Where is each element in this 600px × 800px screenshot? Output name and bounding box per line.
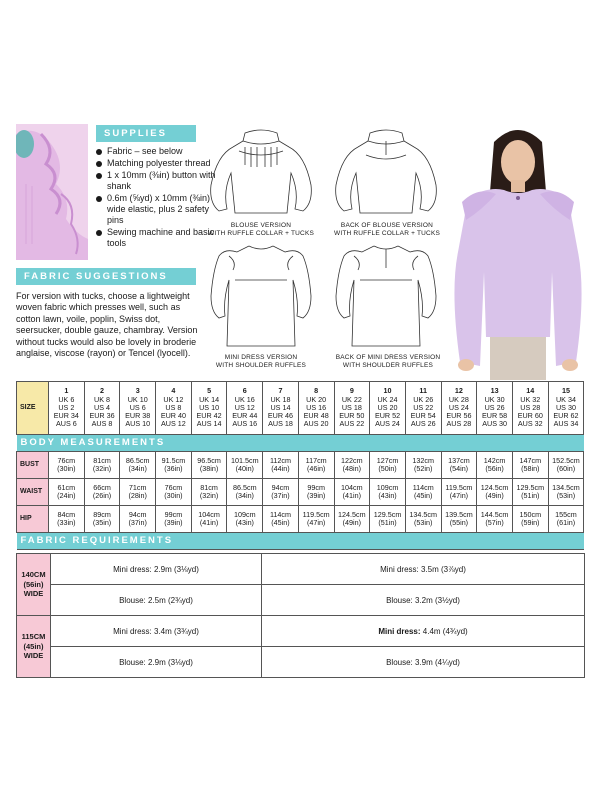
size-uk: UK 28 — [448, 394, 469, 404]
fabric-req-garment: Blouse: — [386, 595, 413, 605]
size-uk: UK 8 — [94, 394, 111, 404]
fabric-requirements-heading: FABRIC REQUIREMENTS — [17, 533, 584, 550]
measurement-in: (51in) — [378, 518, 397, 527]
caption-line: BLOUSE VERSION — [230, 222, 292, 229]
measurement-cm: 117cm — [305, 455, 327, 465]
supplies-heading: SUPPLIES — [96, 125, 196, 142]
measurement-row — [17, 452, 584, 479]
measurement-cell — [405, 506, 441, 533]
size-chart-table — [16, 381, 584, 550]
fabric-width-line: (56in) — [23, 579, 44, 589]
size-aus: AUS 30 — [482, 419, 507, 429]
size-cell — [84, 382, 120, 435]
size-cell — [334, 382, 370, 435]
measurement-in: (45in) — [271, 518, 290, 527]
measurement-cell — [227, 506, 263, 533]
size-eur: EUR 38 — [125, 411, 151, 421]
measurement-row — [17, 506, 584, 533]
measurement-cell — [477, 479, 513, 506]
measurement-cm: 129.5cm — [516, 482, 545, 492]
caption-line: BACK OF MINI DRESS VERSION — [335, 354, 441, 361]
fabric-req-row — [17, 585, 585, 616]
size-us: US 26 — [484, 402, 505, 412]
fabric-req-amount: 2.9m (3⅛yd) — [154, 564, 199, 574]
size-cell — [227, 382, 263, 435]
fabric-width-line: WIDE — [23, 651, 44, 661]
caption-line: WITH SHOULDER RUFFLES — [342, 362, 434, 369]
size-n: 9 — [349, 386, 354, 396]
fabric-req-garment: Blouse: — [386, 657, 413, 667]
supplies-item: 1 x 10mm (⅜in) button with shank — [96, 170, 228, 192]
fabric-req-garment: Mini dress: — [113, 564, 152, 574]
fabric-req-cell — [262, 585, 585, 616]
size-eur: EUR 52 — [374, 411, 401, 421]
size-cell — [156, 382, 192, 435]
dress-back-sketch — [330, 240, 442, 354]
fabric-width-label — [17, 554, 51, 616]
measurement-in: (34in) — [235, 491, 254, 500]
size-n: 12 — [454, 386, 463, 396]
size-us: US 14 — [270, 402, 291, 412]
measurement-in: (35in) — [92, 518, 112, 527]
measurement-cm: 119.5cm — [445, 482, 473, 492]
size-cell — [477, 382, 513, 435]
measurement-cell — [84, 506, 120, 533]
size-n: 4 — [171, 386, 176, 396]
size-us: US 4 — [94, 402, 111, 412]
fabric-req-amount: 4.4m (4¾yd) — [422, 626, 468, 636]
measurement-in: (43in) — [378, 491, 397, 500]
measurement-cell — [120, 479, 156, 506]
size-us: US 16 — [306, 402, 327, 412]
size-n: 15 — [561, 386, 570, 396]
fabric-req-row — [17, 616, 585, 647]
fabric-suggestions-heading: FABRIC SUGGESTIONS — [16, 268, 196, 285]
measurement-in: (57in) — [485, 518, 504, 527]
measurement-in: (28in) — [128, 491, 147, 500]
measurement-in: (26in) — [92, 491, 112, 500]
measurement-cell — [548, 452, 584, 479]
size-n: 3 — [135, 386, 140, 396]
size-aus: AUS 14 — [196, 419, 222, 429]
measurement-cell — [405, 479, 441, 506]
measurement-in: (44in) — [271, 464, 290, 473]
fabric-req-amount: 2.9m (3⅛yd) — [148, 657, 193, 667]
measurement-in: (52in) — [414, 464, 433, 473]
measurement-cell — [477, 506, 513, 533]
size-us: US 30 — [555, 402, 576, 412]
size-n: 1 — [64, 386, 69, 396]
measurement-cm: 104cm — [198, 509, 220, 519]
measurement-cell — [156, 479, 192, 506]
fabric-req-cell — [262, 554, 585, 585]
fabric-req-amount: 3.9m (4¼yd) — [415, 657, 460, 667]
fabric-req-garment: Blouse: — [119, 595, 146, 605]
measurement-cell — [370, 479, 406, 506]
measurement-in: (39in) — [164, 518, 183, 527]
measurement-cell — [334, 452, 370, 479]
measurement-cell — [49, 452, 85, 479]
size-n: 11 — [419, 386, 428, 396]
measurement-cm: 99cm — [307, 482, 325, 492]
measurement-cell — [84, 452, 120, 479]
measurement-in: (33in) — [57, 518, 76, 527]
measurement-cell — [512, 452, 548, 479]
size-cell — [191, 382, 227, 435]
size-eur: EUR 48 — [303, 411, 329, 421]
measurement-in: (38in) — [199, 464, 219, 473]
measurement-cell — [298, 506, 334, 533]
measurement-label: HIP — [17, 506, 49, 533]
fabric-req-amount: 3.4m (3¾yd) — [154, 626, 199, 636]
fabric-req-row — [17, 554, 585, 585]
measurement-cell — [263, 452, 299, 479]
size-us: US 28 — [520, 402, 541, 412]
fabric-width-line: 140CM — [21, 570, 46, 580]
measurement-row — [17, 479, 584, 506]
measurement-cm: 109cm — [376, 482, 399, 492]
measurement-cell — [298, 452, 334, 479]
measurement-cm: 134.5cm — [552, 482, 580, 492]
measurement-cm: 119.5cm — [302, 509, 330, 519]
measurement-cm: 112cm — [269, 455, 291, 465]
size-aus: AUS 28 — [446, 419, 472, 429]
measurement-cell — [370, 452, 406, 479]
size-uk: UK 10 — [127, 394, 148, 404]
dress-back-caption — [322, 354, 454, 370]
measurement-in: (55in) — [449, 518, 469, 527]
measurement-in: (43in) — [235, 518, 254, 527]
measurement-cm: 94cm — [128, 509, 147, 519]
size-cell — [405, 382, 441, 435]
size-cell — [263, 382, 299, 435]
caption-line: MINI DRESS VERSION — [224, 354, 298, 361]
model-photo — [448, 122, 588, 380]
measurement-cell — [227, 479, 263, 506]
measurement-cell — [334, 479, 370, 506]
measurement-cell — [512, 479, 548, 506]
fabric-req-cell — [51, 554, 262, 585]
measurement-cm: 89cm — [93, 509, 111, 519]
size-uk: UK 16 — [234, 394, 255, 404]
measurement-cell — [512, 506, 548, 533]
size-eur: EUR 60 — [517, 411, 543, 421]
measurement-cm: 109cm — [233, 509, 256, 519]
fabric-req-amount: 3.2m (3½yd) — [415, 595, 460, 605]
measurement-in: (40in) — [235, 464, 254, 473]
measurement-cm: 101.5cm — [230, 455, 259, 465]
measurement-cm: 61cm — [57, 482, 76, 492]
size-eur: EUR 50 — [339, 411, 365, 421]
measurement-cm: 86.5cm — [232, 482, 257, 492]
measurement-in: (36in) — [164, 464, 183, 473]
measurement-cm: 91.5cm — [161, 455, 186, 465]
measurement-cm: 76cm — [164, 482, 183, 492]
measurement-cm: 104cm — [341, 482, 363, 492]
measurement-cm: 132cm — [412, 455, 434, 465]
size-eur: EUR 36 — [89, 411, 115, 421]
size-aus: AUS 8 — [91, 419, 113, 429]
measurement-in: (59in) — [521, 518, 540, 527]
size-aus: AUS 6 — [55, 419, 77, 429]
measurement-cm: 122cm — [341, 455, 363, 465]
measurement-in: (32in) — [92, 464, 112, 473]
measurement-in: (32in) — [199, 491, 219, 500]
size-us: US 6 — [129, 402, 146, 412]
blouse-back-caption — [322, 222, 452, 238]
measurement-in: (41in) — [342, 491, 362, 500]
fabric-width-line: (45in) — [23, 641, 44, 651]
size-uk: UK 30 — [484, 394, 505, 404]
fabric-suggestions-text: For version with tucks, choose a lightweight woven fabric which presses well, such as cotton lawn, voile, poplin, Swiss dot, seersucker, double gauze, chambray. Version without tucks would also be lovely in broderie anglaise, viscose (rayon) or Tencel (lyocell). — [16, 291, 198, 359]
measurement-cm: 71cm — [128, 482, 147, 492]
measurement-cell — [120, 452, 156, 479]
measurement-cm: 127cm — [376, 455, 399, 465]
caption-line: BACK OF BLOUSE VERSION — [340, 222, 434, 229]
size-aus: AUS 10 — [125, 419, 151, 429]
fabric-req-amount: 3.5m (3⅞yd) — [421, 564, 466, 574]
fabric-req-garment: Blouse: — [119, 657, 146, 667]
measurement-cm: 147cm — [519, 455, 542, 465]
size-eur: EUR 34 — [53, 411, 79, 421]
size-n: 14 — [526, 386, 535, 396]
measurement-cell — [191, 479, 227, 506]
size-cell — [120, 382, 156, 435]
fabric-req-cell — [262, 647, 585, 678]
size-eur: EUR 62 — [553, 411, 579, 421]
measurement-in: (46in) — [306, 464, 326, 473]
size-uk: UK 6 — [58, 394, 75, 404]
fabric-width-line: WIDE — [23, 589, 44, 599]
measurement-cell — [156, 452, 192, 479]
size-aus: AUS 34 — [553, 419, 579, 429]
measurement-in: (50in) — [378, 464, 397, 473]
measurement-in: (30in) — [57, 464, 76, 473]
measurement-cm: 137cm — [448, 455, 470, 465]
measurement-cell — [49, 506, 85, 533]
size-eur: EUR 42 — [196, 411, 222, 421]
size-n: 13 — [490, 386, 499, 396]
fabric-width-label — [17, 616, 51, 678]
size-cell — [512, 382, 548, 435]
size-us: US 12 — [234, 402, 255, 412]
size-cell — [49, 382, 85, 435]
fabric-req-garment: Mini dress: — [113, 626, 152, 636]
supplies-item: Sewing machine and basic tools — [96, 227, 228, 249]
size-aus: AUS 12 — [161, 419, 186, 429]
measurement-cm: 139.5cm — [445, 509, 473, 519]
blouse-front-sketch — [205, 125, 317, 221]
measurement-in: (54in) — [449, 464, 469, 473]
size-eur: EUR 56 — [446, 411, 472, 421]
size-eur: EUR 54 — [410, 411, 436, 421]
measurement-cm: 114cm — [269, 509, 291, 519]
measurement-in: (41in) — [199, 518, 219, 527]
size-n: 7 — [278, 386, 283, 396]
size-uk: UK 32 — [520, 394, 541, 404]
measurement-cell — [49, 479, 85, 506]
measurement-cm: 152.5cm — [552, 455, 580, 465]
measurement-cell — [548, 479, 584, 506]
size-us: US 10 — [199, 402, 220, 412]
measurement-cell — [405, 452, 441, 479]
size-n: 2 — [100, 386, 105, 396]
size-uk: UK 22 — [341, 394, 362, 404]
supplies-item: 0.6m (⅝yd) x 10mm (⅜in) wide elastic, plus 2 safety pins — [96, 193, 228, 226]
fabric-req-row — [17, 647, 585, 678]
size-us: US 2 — [58, 402, 75, 412]
measurement-cm: 81cm — [93, 455, 111, 465]
measurement-cell — [156, 506, 192, 533]
size-eur: EUR 58 — [482, 411, 508, 421]
measurement-in: (30in) — [164, 491, 183, 500]
fabric-req-cell — [262, 616, 585, 647]
measurement-in: (53in) — [556, 491, 576, 500]
measurement-in: (34in) — [128, 464, 147, 473]
measurement-in: (39in) — [306, 491, 326, 500]
supplies-item: Matching polyester thread — [96, 158, 228, 169]
measurement-in: (49in) — [485, 491, 504, 500]
measurement-cm: 99cm — [164, 509, 183, 519]
measurement-cell — [548, 506, 584, 533]
size-us: US 8 — [165, 402, 182, 412]
measurement-cm: 155cm — [555, 509, 577, 519]
size-us: US 24 — [448, 402, 469, 412]
supplies-item: Fabric – see below — [96, 146, 228, 157]
measurement-cell — [441, 479, 477, 506]
size-aus: AUS 20 — [303, 419, 329, 429]
measurement-cm: 124.5cm — [338, 509, 366, 519]
size-cell — [370, 382, 406, 435]
measurement-in: (51in) — [521, 491, 540, 500]
fabric-req-cell — [51, 585, 262, 616]
measurement-in: (60in) — [556, 464, 576, 473]
dress-front-caption — [195, 354, 327, 370]
size-n: 8 — [314, 386, 319, 396]
measurement-cm: 86.5cm — [125, 455, 150, 465]
fabric-req-amount: 2.5m (2¾yd) — [148, 595, 193, 605]
size-cell — [298, 382, 334, 435]
measurement-in: (48in) — [342, 464, 362, 473]
size-aus: AUS 18 — [268, 419, 293, 429]
fabric-req-garment: Mini dress: — [378, 626, 421, 636]
measurement-cell — [441, 452, 477, 479]
sleeve-detail-photo — [16, 124, 88, 260]
measurement-cm: 84cm — [57, 509, 76, 519]
measurement-cell — [334, 506, 370, 533]
measurement-cm: 81cm — [200, 482, 218, 492]
fabric-width-line: 115CM — [21, 632, 46, 642]
measurement-in: (47in) — [306, 518, 326, 527]
size-uk: UK 24 — [377, 394, 398, 404]
size-eur: EUR 46 — [267, 411, 294, 421]
measurement-cell — [298, 479, 334, 506]
size-label: SIZE — [17, 382, 49, 435]
measurement-cm: 76cm — [57, 455, 76, 465]
measurement-in: (45in) — [414, 491, 433, 500]
size-uk: UK 18 — [270, 394, 291, 404]
size-eur: EUR 44 — [232, 411, 258, 421]
fabric-req-cell — [51, 647, 262, 678]
measurement-cm: 144.5cm — [480, 509, 509, 519]
measurement-in: (58in) — [521, 464, 540, 473]
size-aus: AUS 22 — [339, 419, 365, 429]
measurement-in: (49in) — [342, 518, 362, 527]
measurement-cm: 94cm — [271, 482, 290, 492]
measurement-cm: 114cm — [412, 482, 434, 492]
measurement-in: (24in) — [57, 491, 76, 500]
measurement-cell — [227, 452, 263, 479]
measurement-in: (53in) — [414, 518, 433, 527]
measurement-in: (37in) — [271, 491, 290, 500]
fabric-req-garment: Mini dress: — [380, 564, 419, 574]
caption-line: WITH RUFFLE COLLAR + TUCKS — [333, 230, 441, 237]
measurement-cm: 96.5cm — [197, 455, 221, 465]
size-uk: UK 34 — [555, 394, 576, 404]
measurement-in: (37in) — [128, 518, 147, 527]
size-n: 5 — [207, 386, 212, 396]
body-measurements-heading: BODY MEASUREMENTS — [17, 435, 584, 452]
measurement-cell — [120, 506, 156, 533]
blouse-front-caption — [195, 222, 327, 238]
measurement-cm: 129.5cm — [373, 509, 402, 519]
size-us: US 22 — [413, 402, 434, 412]
size-n: 10 — [383, 386, 392, 396]
measurement-cell — [263, 479, 299, 506]
size-us: US 18 — [341, 402, 362, 412]
size-uk: UK 20 — [306, 394, 327, 404]
size-aus: AUS 24 — [375, 419, 400, 429]
size-row — [17, 382, 584, 435]
size-uk: UK 12 — [163, 394, 184, 404]
dress-front-sketch — [205, 240, 317, 354]
measurement-cell — [370, 506, 406, 533]
size-uk: UK 14 — [199, 394, 220, 404]
measurement-cm: 66cm — [93, 482, 111, 492]
size-n: 6 — [242, 386, 247, 396]
size-aus: AUS 32 — [517, 419, 543, 429]
measurement-cm: 124.5cm — [480, 482, 509, 492]
size-aus: AUS 16 — [232, 419, 258, 429]
caption-line: WITH SHOULDER RUFFLES — [215, 362, 307, 369]
measurement-label: WAIST — [17, 479, 49, 506]
size-aus: AUS 26 — [410, 419, 436, 429]
size-cell — [548, 382, 584, 435]
measurement-label: BUST — [17, 452, 49, 479]
blouse-back-sketch — [330, 125, 442, 221]
measurement-cell — [84, 479, 120, 506]
fabric-req-cell — [51, 616, 262, 647]
measurement-cm: 142cm — [483, 455, 506, 465]
measurement-cell — [191, 452, 227, 479]
caption-line: WITH RUFFLE COLLAR + TUCKS — [207, 230, 315, 237]
measurement-in: (47in) — [449, 491, 469, 500]
measurement-cell — [477, 452, 513, 479]
fabric-requirements-table — [16, 553, 585, 678]
size-us: US 20 — [377, 402, 398, 412]
size-cell — [441, 382, 477, 435]
measurement-cm: 150cm — [519, 509, 542, 519]
size-eur: EUR 40 — [160, 411, 186, 421]
measurement-in: (56in) — [485, 464, 504, 473]
size-uk: UK 26 — [413, 394, 434, 404]
measurement-cell — [191, 506, 227, 533]
measurement-cell — [263, 506, 299, 533]
measurement-cell — [441, 506, 477, 533]
measurement-in: (61in) — [556, 518, 576, 527]
measurement-cm: 134.5cm — [409, 509, 437, 519]
